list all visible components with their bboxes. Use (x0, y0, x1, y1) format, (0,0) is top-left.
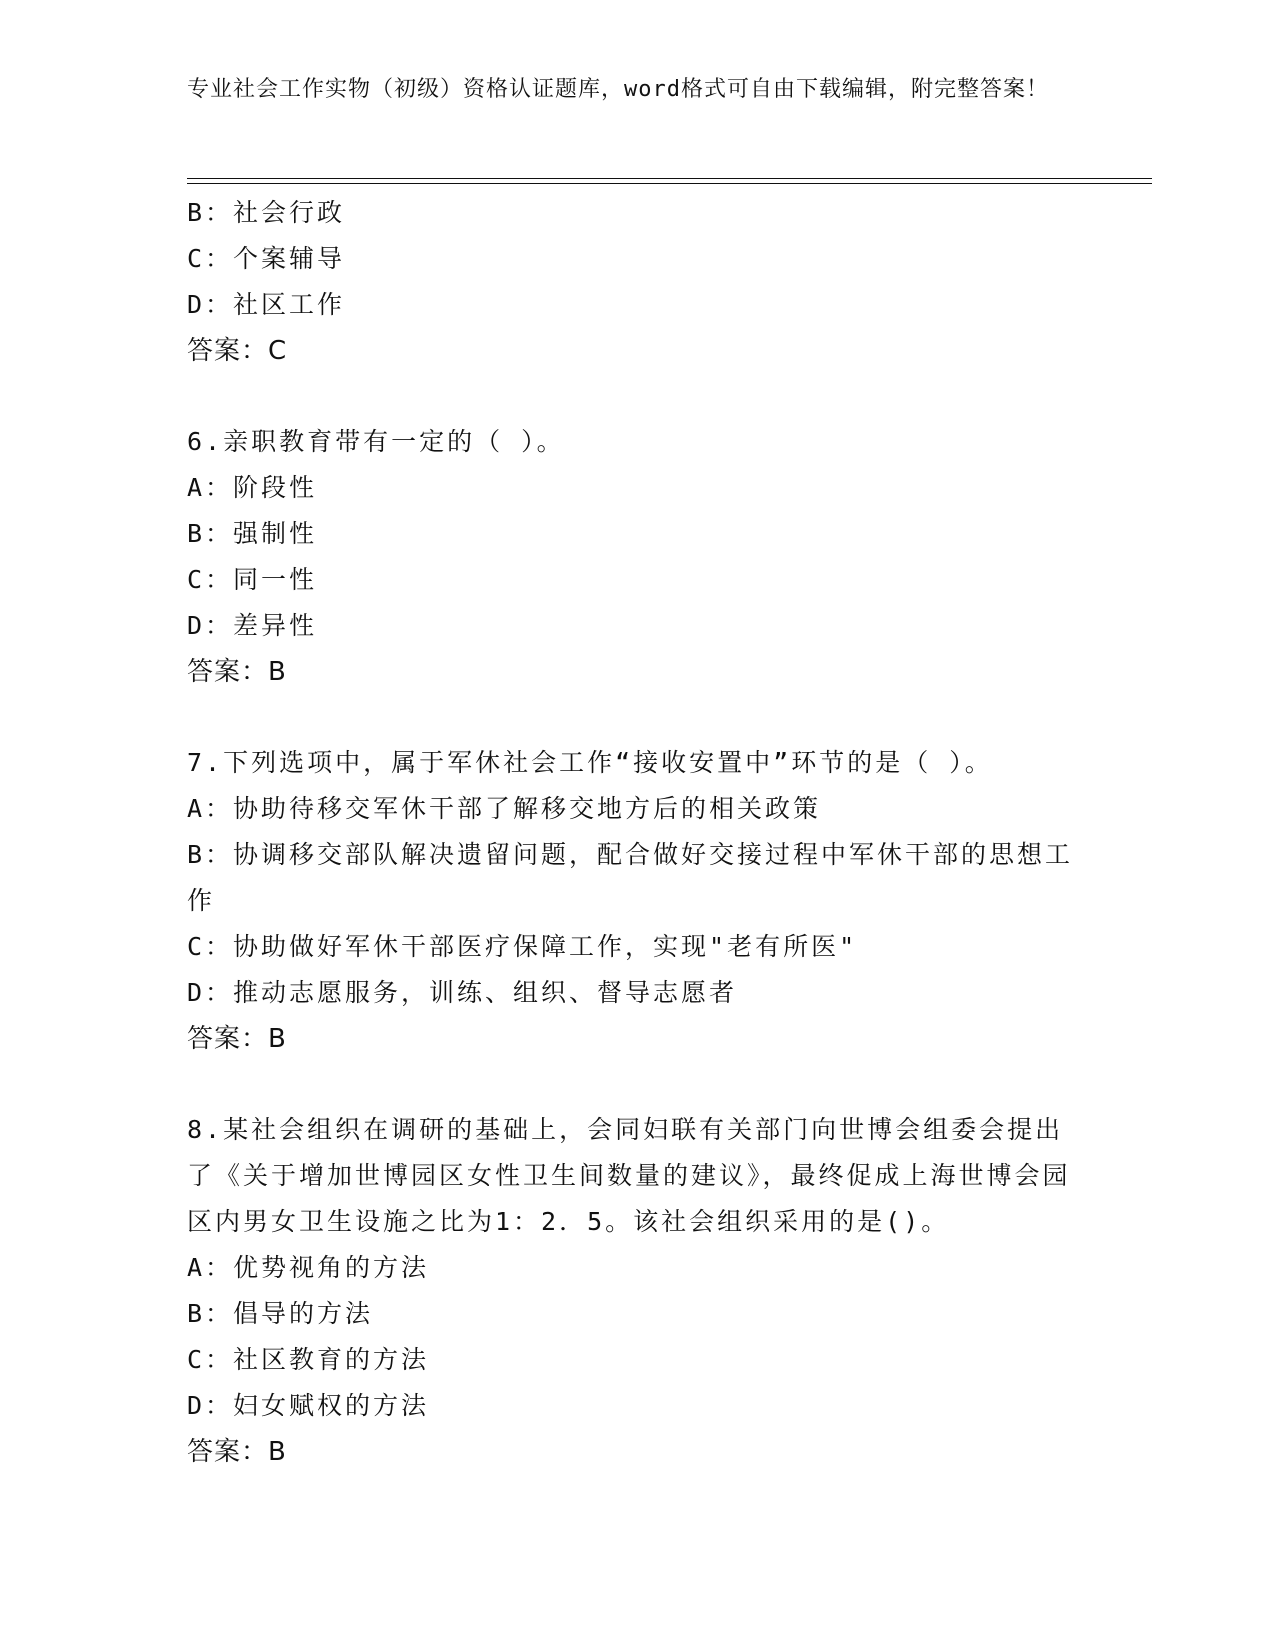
question-block-6 (187, 419, 1087, 695)
option-c: C：社区教育的方法 (187, 1345, 430, 1374)
option-a: A：优势视角的方法 (187, 1253, 430, 1282)
question-block-continued (187, 190, 1087, 374)
option-c: C：同一性 (187, 565, 318, 594)
question-stem: 8.某社会组织在调研的基础上，会同妇联有关部门向世博会组委会提出了《关于增加世博园区女性卫生间数量的建议》，最终促成上海世博会园区内男女卫生设施之比为1：2．5。该社会组织采用的是()。 (187, 1115, 1071, 1236)
option-b: B：倡导的方法 (187, 1299, 374, 1328)
question-list (187, 190, 1087, 1475)
question-stem: 7.下列选项中，属于军休社会工作“接收安置中”环节的是（ ）。 (187, 748, 993, 777)
answer-label: 答案：B (187, 657, 287, 687)
answer-label: 答案：B (187, 1024, 287, 1054)
option-b: B：协调移交部队解决遗留问题，配合做好交接过程中军休干部的思想工作 (187, 840, 1074, 915)
question-block-8 (187, 1107, 1087, 1475)
header-divider-top (187, 178, 1152, 179)
option-c: C：协助做好军休干部医疗保障工作，实现"老有所医" (187, 932, 858, 961)
question-stem: 6.亲职教育带有一定的（ ）。 (187, 427, 565, 456)
option-a: A：阶段性 (187, 473, 318, 502)
answer-label: 答案：C (187, 336, 288, 366)
answer-label: 答案：B (187, 1437, 287, 1467)
question-block-7 (187, 740, 1087, 1062)
option-d: D：妇女赋权的方法 (187, 1391, 430, 1420)
option-d: D：差异性 (187, 611, 318, 640)
option-d: D：推动志愿服务，训练、组织、督导志愿者 (187, 978, 738, 1007)
option-c: C：个案辅导 (187, 244, 346, 273)
page-header: 专业社会工作实物（初级）资格认证题库，word格式可自由下载编辑，附完整答案！ (187, 77, 1049, 102)
option-d: D：社区工作 (187, 290, 346, 319)
option-b: B：强制性 (187, 519, 318, 548)
option-a: A：协助待移交军休干部了解移交地方后的相关政策 (187, 794, 822, 823)
option-b: B：社会行政 (187, 198, 346, 227)
header-divider-bottom (187, 183, 1152, 184)
